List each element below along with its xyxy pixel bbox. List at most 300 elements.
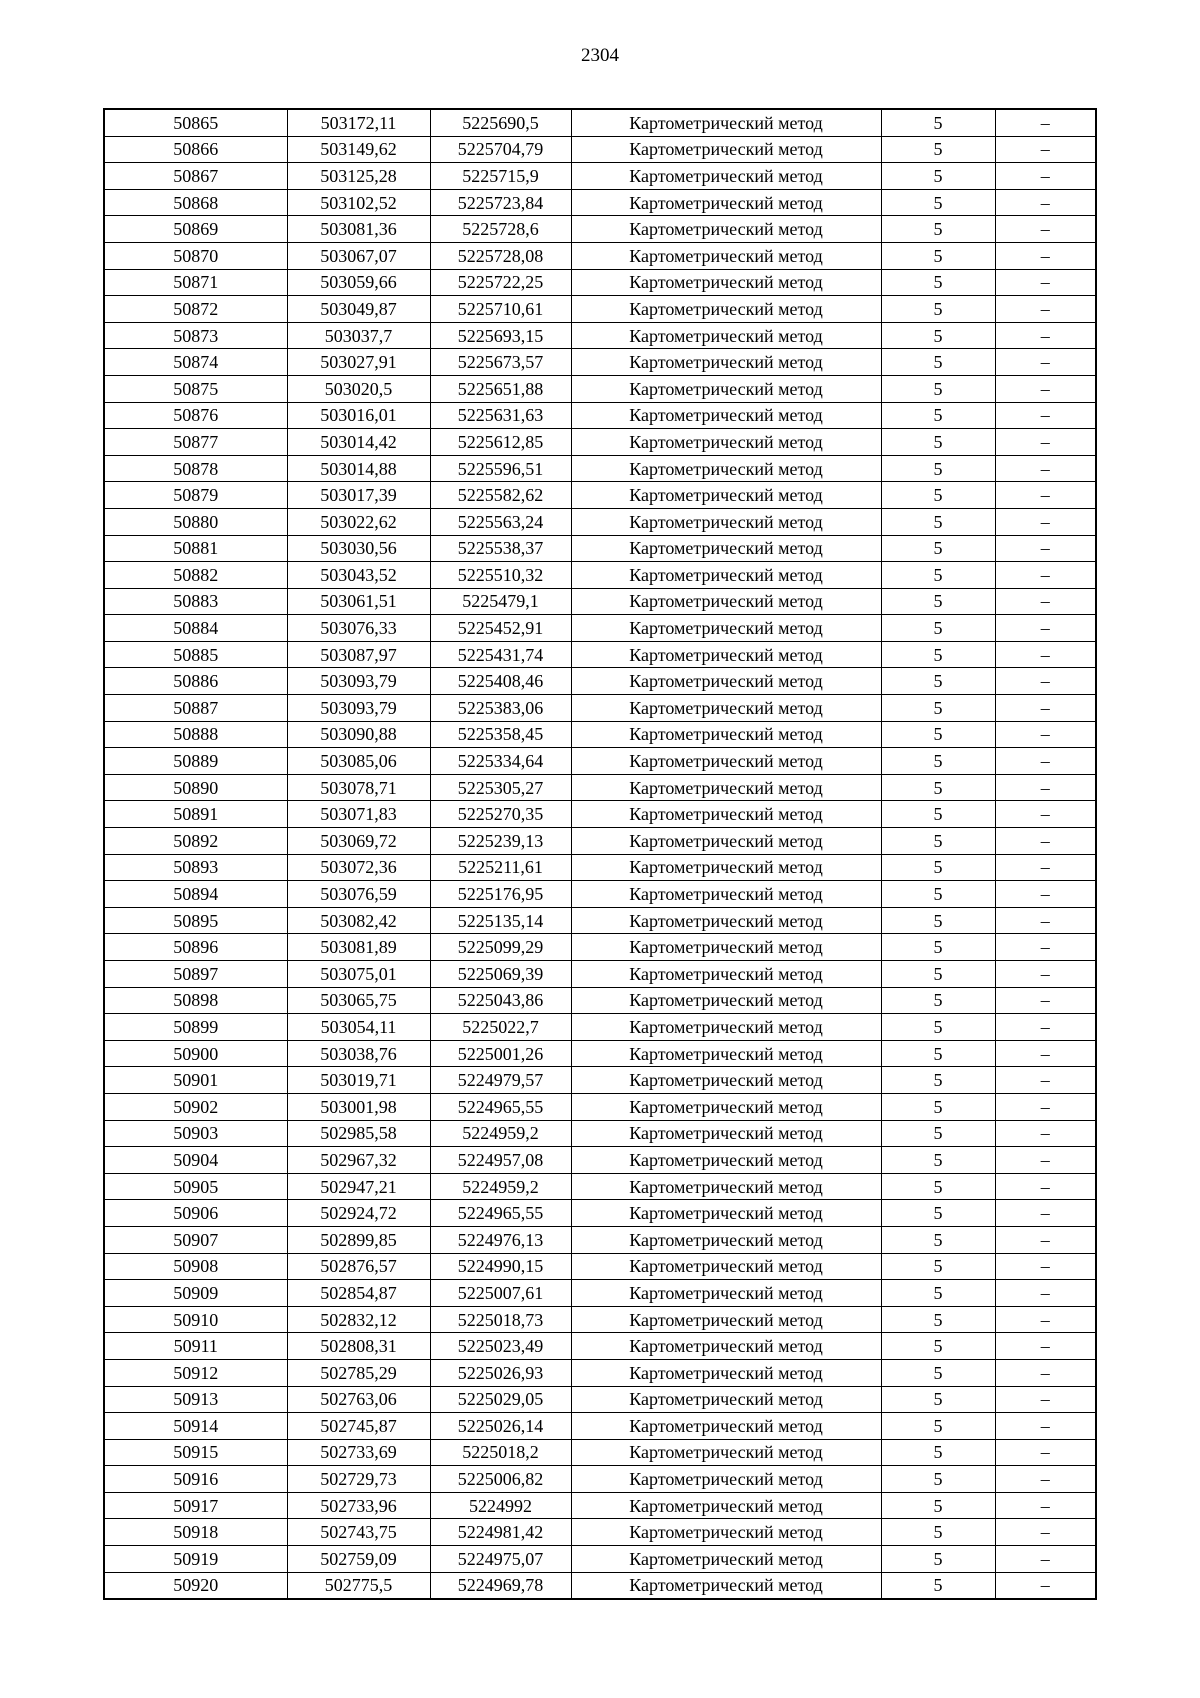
accuracy-cell: 5 [881, 455, 995, 482]
description-cell: – [995, 987, 1096, 1014]
description-cell: – [995, 1386, 1096, 1413]
description-cell: – [995, 508, 1096, 535]
accuracy-cell: 5 [881, 641, 995, 668]
point-number-cell: 50881 [104, 535, 287, 562]
point-number-cell: 50878 [104, 455, 287, 482]
description-cell: – [995, 1519, 1096, 1546]
description-cell: – [995, 109, 1096, 136]
y-coordinate-cell: 5224959,2 [430, 1120, 571, 1147]
method-cell: Картометрический метод [571, 828, 881, 855]
description-cell: – [995, 535, 1096, 562]
x-coordinate-cell: 503059,66 [287, 269, 430, 296]
description-cell: – [995, 907, 1096, 934]
y-coordinate-cell: 5225239,13 [430, 828, 571, 855]
description-cell: – [995, 1120, 1096, 1147]
x-coordinate-cell: 503149,62 [287, 136, 430, 163]
y-coordinate-cell: 5225029,05 [430, 1386, 571, 1413]
x-coordinate-cell: 502967,32 [287, 1147, 430, 1174]
table-row [104, 1386, 1096, 1413]
point-number-cell: 50896 [104, 934, 287, 961]
accuracy-cell: 5 [881, 1439, 995, 1466]
point-number-cell: 50901 [104, 1067, 287, 1094]
x-coordinate-cell: 503001,98 [287, 1093, 430, 1120]
point-number-cell: 50869 [104, 216, 287, 243]
accuracy-cell: 5 [881, 934, 995, 961]
table-row [104, 508, 1096, 535]
y-coordinate-cell: 5225211,61 [430, 854, 571, 881]
table-row [104, 934, 1096, 961]
accuracy-cell: 5 [881, 748, 995, 775]
point-number-cell: 50912 [104, 1359, 287, 1386]
y-coordinate-cell: 5225043,86 [430, 987, 571, 1014]
y-coordinate-cell: 5225651,88 [430, 375, 571, 402]
table-row [104, 1226, 1096, 1253]
description-cell: – [995, 216, 1096, 243]
method-cell: Картометрический метод [571, 163, 881, 190]
table-row [104, 1040, 1096, 1067]
description-cell: – [995, 641, 1096, 668]
point-number-cell: 50899 [104, 1014, 287, 1041]
point-number-cell: 50879 [104, 482, 287, 509]
y-coordinate-cell: 5225452,91 [430, 615, 571, 642]
point-number-cell: 50888 [104, 721, 287, 748]
table-row [104, 801, 1096, 828]
y-coordinate-cell: 5225673,57 [430, 349, 571, 376]
method-cell: Картометрический метод [571, 961, 881, 988]
method-cell: Картометрический метод [571, 349, 881, 376]
table-row [104, 774, 1096, 801]
accuracy-cell: 5 [881, 1492, 995, 1519]
accuracy-cell: 5 [881, 429, 995, 456]
point-number-cell: 50893 [104, 854, 287, 881]
table-row [104, 1200, 1096, 1227]
x-coordinate-cell: 503071,83 [287, 801, 430, 828]
x-coordinate-cell: 503172,11 [287, 109, 430, 136]
point-number-cell: 50915 [104, 1439, 287, 1466]
x-coordinate-cell: 503069,72 [287, 828, 430, 855]
x-coordinate-cell: 503065,75 [287, 987, 430, 1014]
table-row [104, 1546, 1096, 1573]
point-number-cell: 50892 [104, 828, 287, 855]
table-row [104, 721, 1096, 748]
accuracy-cell: 5 [881, 1147, 995, 1174]
accuracy-cell: 5 [881, 322, 995, 349]
table-row [104, 668, 1096, 695]
accuracy-cell: 5 [881, 1386, 995, 1413]
accuracy-cell: 5 [881, 482, 995, 509]
x-coordinate-cell: 503076,59 [287, 881, 430, 908]
table-row [104, 615, 1096, 642]
method-cell: Картометрический метод [571, 1306, 881, 1333]
accuracy-cell: 5 [881, 269, 995, 296]
x-coordinate-cell: 503075,01 [287, 961, 430, 988]
point-number-cell: 50903 [104, 1120, 287, 1147]
method-cell: Картометрический метод [571, 854, 881, 881]
y-coordinate-cell: 5224965,55 [430, 1200, 571, 1227]
x-coordinate-cell: 503043,52 [287, 562, 430, 589]
x-coordinate-cell: 503030,56 [287, 535, 430, 562]
y-coordinate-cell: 5225631,63 [430, 402, 571, 429]
y-coordinate-cell: 5225099,29 [430, 934, 571, 961]
accuracy-cell: 5 [881, 1546, 995, 1573]
description-cell: – [995, 721, 1096, 748]
accuracy-cell: 5 [881, 1466, 995, 1493]
point-number-cell: 50909 [104, 1280, 287, 1307]
y-coordinate-cell: 5224969,78 [430, 1572, 571, 1599]
description-cell: – [995, 854, 1096, 881]
y-coordinate-cell: 5225069,39 [430, 961, 571, 988]
y-coordinate-cell: 5225479,1 [430, 588, 571, 615]
method-cell: Картометрический метод [571, 269, 881, 296]
accuracy-cell: 5 [881, 1413, 995, 1440]
table-row [104, 748, 1096, 775]
method-cell: Картометрический метод [571, 429, 881, 456]
description-cell: – [995, 881, 1096, 908]
description-cell: – [995, 269, 1096, 296]
method-cell: Картометрический метод [571, 242, 881, 269]
accuracy-cell: 5 [881, 1200, 995, 1227]
point-number-cell: 50890 [104, 774, 287, 801]
point-number-cell: 50884 [104, 615, 287, 642]
description-cell: – [995, 1014, 1096, 1041]
y-coordinate-cell: 5225538,37 [430, 535, 571, 562]
table-row [104, 189, 1096, 216]
method-cell: Картометрический метод [571, 1093, 881, 1120]
y-coordinate-cell: 5225358,45 [430, 721, 571, 748]
accuracy-cell: 5 [881, 242, 995, 269]
method-cell: Картометрический метод [571, 1439, 881, 1466]
description-cell: – [995, 375, 1096, 402]
description-cell: – [995, 322, 1096, 349]
description-cell: – [995, 1093, 1096, 1120]
description-cell: – [995, 349, 1096, 376]
method-cell: Картометрический метод [571, 588, 881, 615]
y-coordinate-cell: 5225135,14 [430, 907, 571, 934]
x-coordinate-cell: 502745,87 [287, 1413, 430, 1440]
point-number-cell: 50872 [104, 296, 287, 323]
table-row [104, 1093, 1096, 1120]
description-cell: – [995, 588, 1096, 615]
point-number-cell: 50895 [104, 907, 287, 934]
accuracy-cell: 5 [881, 109, 995, 136]
method-cell: Картометрический метод [571, 1147, 881, 1174]
table-row [104, 402, 1096, 429]
accuracy-cell: 5 [881, 695, 995, 722]
accuracy-cell: 5 [881, 961, 995, 988]
table-row [104, 455, 1096, 482]
point-number-cell: 50865 [104, 109, 287, 136]
y-coordinate-cell: 5225018,73 [430, 1306, 571, 1333]
accuracy-cell: 5 [881, 1093, 995, 1120]
description-cell: – [995, 1173, 1096, 1200]
method-cell: Картометрический метод [571, 1014, 881, 1041]
accuracy-cell: 5 [881, 588, 995, 615]
table-row [104, 482, 1096, 509]
coordinates-table [103, 108, 1097, 1600]
accuracy-cell: 5 [881, 907, 995, 934]
method-cell: Картометрический метод [571, 482, 881, 509]
x-coordinate-cell: 503037,7 [287, 322, 430, 349]
table-row [104, 987, 1096, 1014]
y-coordinate-cell: 5225723,84 [430, 189, 571, 216]
method-cell: Картометрический метод [571, 562, 881, 589]
method-cell: Картометрический метод [571, 1386, 881, 1413]
accuracy-cell: 5 [881, 1014, 995, 1041]
description-cell: – [995, 296, 1096, 323]
y-coordinate-cell: 5224957,08 [430, 1147, 571, 1174]
method-cell: Картометрический метод [571, 1173, 881, 1200]
method-cell: Картометрический метод [571, 1572, 881, 1599]
x-coordinate-cell: 503027,91 [287, 349, 430, 376]
table-row [104, 535, 1096, 562]
y-coordinate-cell: 5225023,49 [430, 1333, 571, 1360]
y-coordinate-cell: 5225612,85 [430, 429, 571, 456]
point-number-cell: 50891 [104, 801, 287, 828]
x-coordinate-cell: 502899,85 [287, 1226, 430, 1253]
x-coordinate-cell: 503082,42 [287, 907, 430, 934]
x-coordinate-cell: 502743,75 [287, 1519, 430, 1546]
method-cell: Картометрический метод [571, 1413, 881, 1440]
method-cell: Картометрический метод [571, 934, 881, 961]
method-cell: Картометрический метод [571, 508, 881, 535]
accuracy-cell: 5 [881, 828, 995, 855]
point-number-cell: 50906 [104, 1200, 287, 1227]
x-coordinate-cell: 502759,09 [287, 1546, 430, 1573]
x-coordinate-cell: 503125,28 [287, 163, 430, 190]
table-row [104, 1519, 1096, 1546]
x-coordinate-cell: 502947,21 [287, 1173, 430, 1200]
point-number-cell: 50873 [104, 322, 287, 349]
x-coordinate-cell: 503061,51 [287, 588, 430, 615]
y-coordinate-cell: 5225596,51 [430, 455, 571, 482]
y-coordinate-cell: 5224992 [430, 1492, 571, 1519]
y-coordinate-cell: 5225026,14 [430, 1413, 571, 1440]
y-coordinate-cell: 5225408,46 [430, 668, 571, 695]
description-cell: – [995, 1572, 1096, 1599]
table-row [104, 641, 1096, 668]
y-coordinate-cell: 5225693,15 [430, 322, 571, 349]
y-coordinate-cell: 5225582,62 [430, 482, 571, 509]
point-number-cell: 50913 [104, 1386, 287, 1413]
accuracy-cell: 5 [881, 987, 995, 1014]
method-cell: Картометрический метод [571, 1200, 881, 1227]
table-row [104, 109, 1096, 136]
x-coordinate-cell: 503078,71 [287, 774, 430, 801]
table-row [104, 881, 1096, 908]
x-coordinate-cell: 503081,36 [287, 216, 430, 243]
point-number-cell: 50918 [104, 1519, 287, 1546]
table-row [104, 136, 1096, 163]
point-number-cell: 50874 [104, 349, 287, 376]
table-row [104, 1466, 1096, 1493]
y-coordinate-cell: 5225018,2 [430, 1439, 571, 1466]
point-number-cell: 50916 [104, 1466, 287, 1493]
description-cell: – [995, 668, 1096, 695]
method-cell: Картометрический метод [571, 216, 881, 243]
point-number-cell: 50875 [104, 375, 287, 402]
description-cell: – [995, 1040, 1096, 1067]
y-coordinate-cell: 5225704,79 [430, 136, 571, 163]
point-number-cell: 50870 [104, 242, 287, 269]
y-coordinate-cell: 5225431,74 [430, 641, 571, 668]
table-row [104, 1333, 1096, 1360]
description-cell: – [995, 1280, 1096, 1307]
description-cell: – [995, 1439, 1096, 1466]
accuracy-cell: 5 [881, 1572, 995, 1599]
y-coordinate-cell: 5225006,82 [430, 1466, 571, 1493]
x-coordinate-cell: 502729,73 [287, 1466, 430, 1493]
table-row [104, 429, 1096, 456]
accuracy-cell: 5 [881, 189, 995, 216]
method-cell: Картометрический метод [571, 535, 881, 562]
y-coordinate-cell: 5224981,42 [430, 1519, 571, 1546]
method-cell: Картометрический метод [571, 1546, 881, 1573]
accuracy-cell: 5 [881, 216, 995, 243]
point-number-cell: 50883 [104, 588, 287, 615]
point-number-cell: 50898 [104, 987, 287, 1014]
table-row [104, 1280, 1096, 1307]
y-coordinate-cell: 5225026,93 [430, 1359, 571, 1386]
accuracy-cell: 5 [881, 349, 995, 376]
method-cell: Картометрический метод [571, 987, 881, 1014]
table-row [104, 375, 1096, 402]
method-cell: Картометрический метод [571, 455, 881, 482]
method-cell: Картометрический метод [571, 189, 881, 216]
y-coordinate-cell: 5225001,26 [430, 1040, 571, 1067]
table-row [104, 1359, 1096, 1386]
accuracy-cell: 5 [881, 1519, 995, 1546]
accuracy-cell: 5 [881, 854, 995, 881]
description-cell: – [995, 1226, 1096, 1253]
point-number-cell: 50908 [104, 1253, 287, 1280]
method-cell: Картометрический метод [571, 1466, 881, 1493]
y-coordinate-cell: 5224959,2 [430, 1173, 571, 1200]
method-cell: Картометрический метод [571, 1040, 881, 1067]
table-row [104, 1014, 1096, 1041]
description-cell: – [995, 1200, 1096, 1227]
point-number-cell: 50887 [104, 695, 287, 722]
description-cell: – [995, 429, 1096, 456]
y-coordinate-cell: 5225305,27 [430, 774, 571, 801]
table-row [104, 854, 1096, 881]
description-cell: – [995, 1333, 1096, 1360]
method-cell: Картометрический метод [571, 1492, 881, 1519]
description-cell: – [995, 482, 1096, 509]
method-cell: Картометрический метод [571, 641, 881, 668]
method-cell: Картометрический метод [571, 402, 881, 429]
accuracy-cell: 5 [881, 1040, 995, 1067]
description-cell: – [995, 1359, 1096, 1386]
x-coordinate-cell: 503085,06 [287, 748, 430, 775]
description-cell: – [995, 1492, 1096, 1519]
table-row [104, 163, 1096, 190]
method-cell: Картометрический метод [571, 1120, 881, 1147]
x-coordinate-cell: 503020,5 [287, 375, 430, 402]
y-coordinate-cell: 5225270,35 [430, 801, 571, 828]
table-row [104, 1306, 1096, 1333]
point-number-cell: 50882 [104, 562, 287, 589]
point-number-cell: 50900 [104, 1040, 287, 1067]
x-coordinate-cell: 503019,71 [287, 1067, 430, 1094]
method-cell: Картометрический метод [571, 907, 881, 934]
point-number-cell: 50920 [104, 1572, 287, 1599]
description-cell: – [995, 1306, 1096, 1333]
table-row [104, 296, 1096, 323]
table-row [104, 588, 1096, 615]
table-row [104, 216, 1096, 243]
method-cell: Картометрический метод [571, 109, 881, 136]
table-row [104, 1253, 1096, 1280]
page-number: 2304 [581, 45, 619, 66]
point-number-cell: 50897 [104, 961, 287, 988]
y-coordinate-cell: 5225728,6 [430, 216, 571, 243]
description-cell: – [995, 1546, 1096, 1573]
method-cell: Картометрический метод [571, 296, 881, 323]
point-number-cell: 50886 [104, 668, 287, 695]
y-coordinate-cell: 5225383,06 [430, 695, 571, 722]
y-coordinate-cell: 5224990,15 [430, 1253, 571, 1280]
method-cell: Картометрический метод [571, 881, 881, 908]
method-cell: Картометрический метод [571, 1226, 881, 1253]
point-number-cell: 50914 [104, 1413, 287, 1440]
description-cell: – [995, 1466, 1096, 1493]
point-number-cell: 50867 [104, 163, 287, 190]
point-number-cell: 50919 [104, 1546, 287, 1573]
x-coordinate-cell: 503093,79 [287, 668, 430, 695]
accuracy-cell: 5 [881, 1333, 995, 1360]
method-cell: Картометрический метод [571, 774, 881, 801]
method-cell: Картометрический метод [571, 1359, 881, 1386]
point-number-cell: 50907 [104, 1226, 287, 1253]
x-coordinate-cell: 502733,69 [287, 1439, 430, 1466]
description-cell: – [995, 1413, 1096, 1440]
table-row [104, 1120, 1096, 1147]
y-coordinate-cell: 5224976,13 [430, 1226, 571, 1253]
method-cell: Картометрический метод [571, 1253, 881, 1280]
y-coordinate-cell: 5225510,32 [430, 562, 571, 589]
table-row [104, 695, 1096, 722]
x-coordinate-cell: 503038,76 [287, 1040, 430, 1067]
description-cell: – [995, 748, 1096, 775]
x-coordinate-cell: 503014,42 [287, 429, 430, 456]
table-row [104, 349, 1096, 376]
method-cell: Картометрический метод [571, 695, 881, 722]
table-row [104, 562, 1096, 589]
y-coordinate-cell: 5225007,61 [430, 1280, 571, 1307]
description-cell: – [995, 615, 1096, 642]
table-row [104, 1173, 1096, 1200]
table-row [104, 1067, 1096, 1094]
x-coordinate-cell: 503081,89 [287, 934, 430, 961]
point-number-cell: 50868 [104, 189, 287, 216]
table-row [104, 907, 1096, 934]
description-cell: – [995, 961, 1096, 988]
x-coordinate-cell: 503049,87 [287, 296, 430, 323]
table-row [104, 1492, 1096, 1519]
y-coordinate-cell: 5225715,9 [430, 163, 571, 190]
description-cell: – [995, 1147, 1096, 1174]
y-coordinate-cell: 5224979,57 [430, 1067, 571, 1094]
accuracy-cell: 5 [881, 774, 995, 801]
x-coordinate-cell: 503067,07 [287, 242, 430, 269]
y-coordinate-cell: 5225022,7 [430, 1014, 571, 1041]
accuracy-cell: 5 [881, 375, 995, 402]
x-coordinate-cell: 502854,87 [287, 1280, 430, 1307]
y-coordinate-cell: 5225728,08 [430, 242, 571, 269]
x-coordinate-cell: 503016,01 [287, 402, 430, 429]
method-cell: Картометрический метод [571, 1067, 881, 1094]
method-cell: Картометрический метод [571, 375, 881, 402]
